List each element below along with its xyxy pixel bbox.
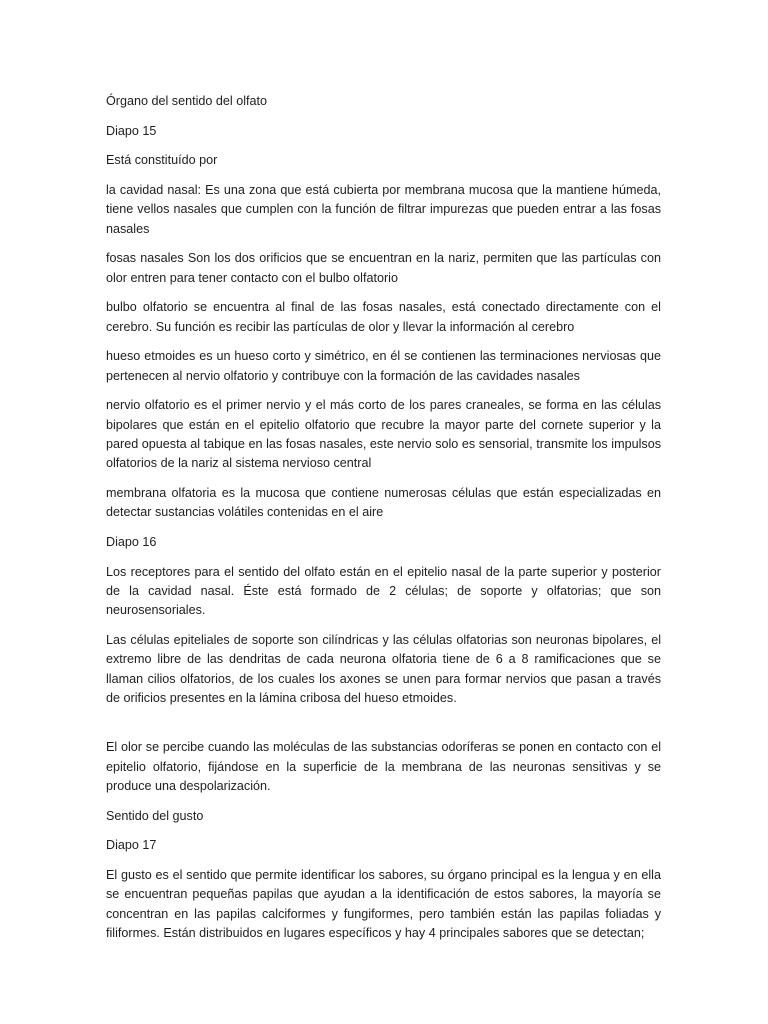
slide-label: Diapo 15 — [106, 123, 157, 138]
document-page — [106, 92, 661, 954]
slide-label: Diapo 17 — [106, 838, 157, 853]
paragraph-celulas-epiteliales: Las células epiteliales de soporte son cilíndricas y las células olfatorias son neuronas bipolares, el extremo libre de las dendritas de cada neurona olfatoria tiene de 6 a 8 ramificaciones que se llaman cilios olfatorios, de los cuales los axones se unen para formar nervios que pasan a través de orificios presentes en la lámina cribosa del hueso etmoides. — [106, 633, 661, 706]
paragraph-nervio-olfatorio: nervio olfatorio es el primer nervio y el más corto de los pares craneales, se forma en las células bipolares que están en el epitelio olfatorio que recubre la mayor parte del cornete superior y la pared opuesta al tabique en las fosas nasales, este nervio solo es sensorial, transmite los impulsos olfatorios de la nariz al sistema nervioso central — [106, 398, 661, 471]
paragraph-membrana-olfatoria: membrana olfatoria es la mucosa que contiene numerosas células que están especializadas en detectar sustancias volátiles contenidas en el aire — [106, 486, 661, 520]
paragraph-gusto: El gusto es el sentido que permite identificar los sabores, su órgano principal es la lengua y en ella se encuentran pequeñas papilas que ayudan a la identificación de estos sabores, la mayoría se concentran en las papilas calciformes y fungiformes, pero también están las papilas foliadas y filiformes. Están distribuidos en lugares específicos y hay 4 principales sabores que se detectan; — [106, 867, 661, 941]
paragraph-fosas-nasales: fosas nasales Son los dos orificios que se encuentran en la nariz, permiten que las partículas con olor entren para tener contacto con el bulbo olfatorio — [106, 251, 661, 285]
section-heading: Sentido del gusto — [106, 808, 204, 823]
section-heading: Órgano del sentido del olfato — [106, 94, 268, 108]
paragraph-bulbo-olfatorio: bulbo olfatorio se encuentra al final de las fosas nasales, está conectado directamente con el cerebro. Su función es recibir las partículas de olor y llevar la información al cerebro — [106, 300, 661, 334]
paragraph-hueso-etmoides: hueso etmoides es un hueso corto y simétrico, en él se contienen las terminaciones nerviosas que pertenecen al nervio olfatorio y contribuye con la formación de las cavidades nasales — [106, 349, 661, 383]
slide-label: Diapo 16 — [106, 535, 157, 549]
paragraph-percepcion-olor: El olor se percibe cuando las moléculas de las substancias odoríferas se ponen en contacto con el epitelio olfatorio, fijándose en la superficie de la membrana de las neuronas sensitivas y se produce una despolarización. — [106, 740, 661, 794]
intro-line: Está constituído por — [106, 153, 218, 168]
paragraph-cavidad-nasal: la cavidad nasal: Es una zona que está cubierta por membrana mucosa que la mantiene húmeda, tiene vellos nasales que cumplen con la función de filtrar impurezas que pueden entrar a las fosas nasales — [106, 182, 661, 236]
empty-line — [106, 709, 661, 728]
paragraph-receptores: Los receptores para el sentido del olfato están en el epitelio nasal de la parte superior y posterior de la cavidad nasal. Éste está formado de 2 células; de soporte y olfatorias; que son neurosensoriales. — [106, 564, 661, 618]
